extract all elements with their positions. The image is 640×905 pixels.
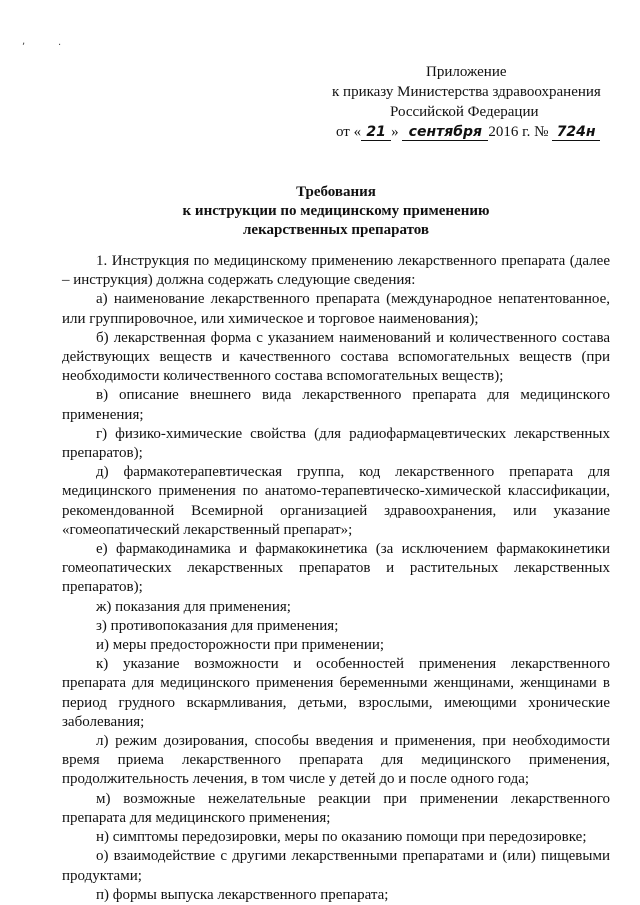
paragraph: ж) показания для применения; [96,598,291,615]
appendix-label: Приложение [426,64,507,80]
paragraph: в) описание внешнего вида лекарственного препарата для медицинского применения; [62,387,610,423]
title-line: к инструкции по медицинскому применению [182,203,490,219]
paragraph: е) фармакодинамика и фармакокинетика (за исключением фармакокинетики гомеопатических лекарственных препаратов и растительных лекарственных препаратов); [62,541,610,596]
handwritten-day: 21 [361,124,391,141]
paragraph: о) взаимодействие с другими лекарственными препаратами и (или) пищевыми продуктами; [62,848,610,884]
paragraph: д) фармакотерапевтическая группа, код лекарственного препарата для медицинского применения по анатомо-терапевтическо-химической классификации, рекомендованной Всемирной организацией здравоохранения, или указание «гомеопатический лекарственный препарат»; [62,464,610,538]
paragraph: а) наименование лекарственного препарата (международное непатентованное, или группировочное, или химическое и торговое наименования); [62,291,610,327]
title-line: лекарственных препаратов [243,222,429,238]
federation-name: Российской Федерации [390,104,539,120]
paragraph: и) меры предосторожности при применении; [96,637,385,654]
handwritten-month: сентября [402,124,488,141]
paragraph: н) симптомы передозировки, меры по оказанию помощи при передозировке; [96,829,587,846]
scan-speck: , [22,36,26,47]
order-date-line [300,122,620,142]
paragraph: м) возможные нежелательные реакции при применении лекарственного препарата для медицинского применения; [62,790,610,826]
scan-speck: · [58,40,62,51]
title-line: Требования [296,184,376,200]
paragraph: к) указание возможности и особенностей применения лекарственного препарата для медицинского применения беременными женщинами, женщинами в период грудного вскармливания, детьми, взрослыми, имеющими хронические заболевания; [62,656,610,730]
requirements-body [62,252,610,905]
paragraph: г) физико-химические свойства (для радиофармацевтических лекарственных препаратов); [62,425,610,462]
paragraph: л) режим дозирования, способы введения и применения, при необходимости время приема лекарственного препарата для медицинского применения, продолжительность лечения, в том числе у детей до и после одного года; [62,733,610,788]
paragraph: п) формы выпуска лекарственного препарата; [96,886,389,903]
document-title [62,183,610,240]
date-prefix: от « [336,124,362,140]
paragraph: з) противопоказания для применения; [96,617,339,634]
date-quote-close: » [391,124,399,140]
paragraph: б) лекарственная форма с указанием наименований и количественного состава действующих веществ и качественного состава вспомогательных веществ (при необходимости количественного состава вспомогательных веществ); [62,329,610,385]
order-reference: к приказу Министерства здравоохранения [332,84,601,100]
date-year: 2016 г. № [488,124,549,140]
appendix-header [300,62,620,142]
paragraph: 1. Инструкция по медицинскому применению лекарственного препарата (далее – инструкция) должна содержать следующие сведения: [62,253,610,289]
handwritten-order-number: 724н [552,124,600,141]
